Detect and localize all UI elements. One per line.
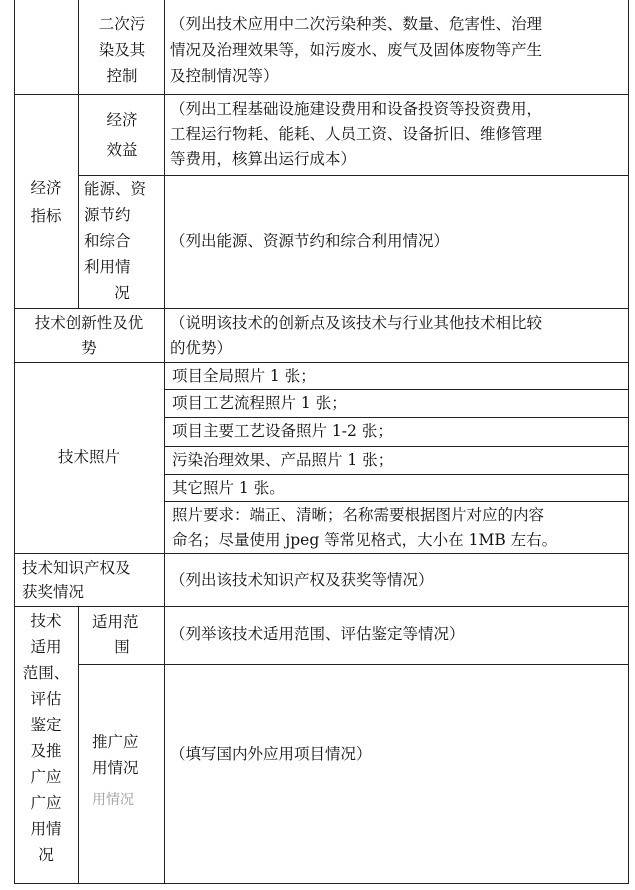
- ip-desc: （列出该技术知识产权及获奖等情况）: [170, 571, 434, 589]
- photo-divider-2: [164, 417, 629, 418]
- row-divider-3: [14, 308, 629, 309]
- table-border-right: [628, 0, 629, 884]
- photo-divider-4: [164, 474, 629, 475]
- photos-label: 技术照片: [57, 448, 120, 466]
- promotion-ghost-text: 用情况: [92, 792, 134, 808]
- column-divider-sub-top: [78, 0, 79, 308]
- photo-item-overall: 项目全局照片 1 张；: [172, 367, 316, 385]
- table-border-bottom: [14, 883, 629, 884]
- photo-divider-1: [164, 389, 629, 390]
- promotion-desc: （填写国内外应用项目情况）: [170, 745, 372, 763]
- row-divider-2: [78, 175, 629, 176]
- energy-saving-desc: （列出能源、资源节约和综合利用情况）: [170, 232, 450, 250]
- photo-divider-5: [164, 501, 629, 502]
- photo-item-effect: 污染治理效果、产品照片 1 张；: [172, 451, 394, 469]
- form-table-page: 二次污 染及其 控制 （列出技术应用中二次污染种类、数量、危害性、治理 情况及治理效果等，如污废水、废气及固体废物等产生 及控制情况等） 经济 指标 经济 效益 （列出工程基础设施建设费用和设备投资等投资费用， 工程运行物耗、能耗、人员工资、设备折旧、维修管理 等费用，核算出运行成本） 能源、资 源节约 和综合 利用情 况 （列出能源、资源节约和综合利用情况） 技术创新性及优 势 （说明该技术的创新点及该技术与行业其他技术相比较 的优势） 技术照片 项目全局照片 1 张； 项目工艺流程照片 1 张； 项目主要工艺设备照片 1-2 张； 污染治理效果、产品照片 1 张； 其它照片 1 张。 照片要求：端正、清晰；名称需要根据图片对应的内容 命名；尽量使用 jpeg 等常见格式，大小在 1MB 左右。 技术知识产权及 获奖情况 （列出该技术知识产权及获奖等情况） 技术 适用 范围、 评估 鉴定 及推 广应 广应 用情 况 适用范 围 （列举该技术适用范围、评估鉴定等情况） 推广应 用情况 用情况 （填写国内外应用项目情况）: [0, 0, 635, 890]
- photo-item-other: 其它照片 1 张。: [172, 479, 285, 497]
- row-divider-6: [14, 606, 629, 607]
- photo-item-process: 项目工艺流程照片 1 张；: [172, 394, 347, 412]
- applicable-scope-desc: （列举该技术适用范围、评估鉴定等情况）: [170, 625, 465, 643]
- row-divider-1: [14, 94, 629, 95]
- photo-item-equipment: 项目主要工艺设备照片 1-2 张；: [172, 422, 393, 440]
- row-divider-5: [14, 553, 629, 554]
- column-divider-sub-bottom: [78, 606, 79, 884]
- column-divider-content: [164, 0, 165, 884]
- row-divider-4: [14, 362, 629, 363]
- row-divider-7: [78, 664, 629, 665]
- photo-divider-3: [164, 446, 629, 447]
